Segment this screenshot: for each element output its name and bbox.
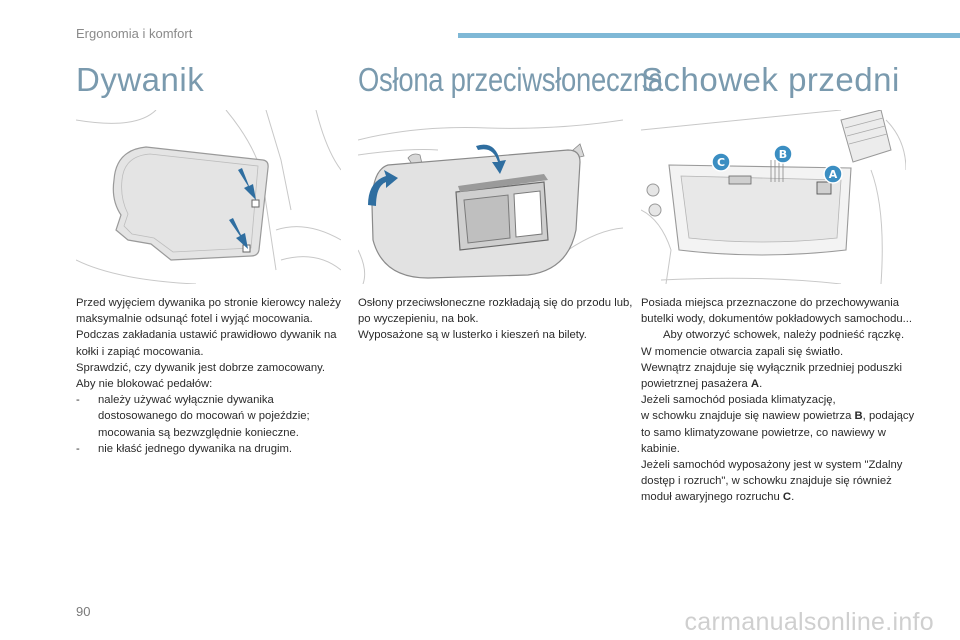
- text-span: , podający to samo klimatyzowane powietrze, co nawiewy w kabinie.: [641, 410, 915, 455]
- glovebox-text: [641, 295, 916, 506]
- dash-bullet: -: [76, 442, 80, 455]
- callout-a: A: [828, 168, 838, 181]
- paragraph: [641, 408, 916, 457]
- list-item-text: nie kłaść jednego dywanika na drugim.: [98, 442, 293, 455]
- sun-visor-illustration: [358, 110, 623, 284]
- floor-mat-text: [76, 295, 351, 457]
- label-a-ref: A: [750, 378, 760, 391]
- floor-mat-drawing: [76, 110, 341, 284]
- list-item: [76, 392, 351, 441]
- paragraph: [641, 457, 916, 506]
- text-span: .: [759, 378, 763, 391]
- section-floor-mat: [76, 60, 346, 455]
- glovebox-drawing: [641, 110, 906, 284]
- instruction-item: [641, 327, 916, 343]
- section-header: Ergonomia i komfort: [76, 26, 193, 41]
- paragraph: Wyposażone są w lusterko i kieszeń na bilety.: [358, 329, 587, 342]
- paragraph: Podczas zakładania ustawić prawidłowo dywanik na kołki i zapiąć mocowania.: [76, 329, 337, 358]
- page-number: 90: [76, 604, 91, 619]
- floor-mat-illustration: [76, 110, 341, 284]
- text-span: Wewnątrz znajduje się wyłącznik przedniej poduszki powietrznej pasażera: [641, 361, 902, 391]
- section-glovebox: [641, 60, 915, 504]
- floor-mat-title: Dywanik: [76, 61, 205, 98]
- paragraph: Sprawdzić, czy dywanik jest dobrze zamocowany.: [76, 361, 326, 374]
- header-bar: [458, 33, 960, 38]
- list-item-text: należy używać wyłącznie dywanika dostosowanego do mocowań w pojeździe; mocowania są bezwzględnie konieczne.: [98, 394, 310, 439]
- paragraph: [641, 360, 916, 392]
- glovebox-illustration: [641, 110, 906, 284]
- dash-bullet: -: [76, 394, 80, 407]
- text-span: Jeżeli samochód wyposażony jest w system "Zdalny dostęp i rozruch", w schowku znajduje się również moduł awaryjnego rozruchu: [641, 459, 903, 504]
- paragraph: Osłony przeciwsłoneczne rozkładają się do przodu lub, po wyczepieniu, na bok.: [358, 297, 633, 326]
- text-span: w schowku znajduje się nawiew powietrza: [641, 410, 855, 423]
- sun-visor-drawing: [358, 110, 623, 284]
- label-c-ref: C: [782, 491, 792, 504]
- section-sun-visor: [358, 60, 663, 342]
- label-b-ref: B: [854, 410, 863, 423]
- sun-visor-text: [358, 295, 633, 344]
- list-item: [76, 441, 351, 457]
- paragraph: Jeżeli samochód posiada klimatyzację,: [641, 394, 836, 407]
- text-span: .: [791, 491, 795, 504]
- paragraph: Posiada miejsca przeznaczone do przechowywania butelki wody, dokumentów pokładowych samochodu...: [641, 297, 913, 326]
- sun-visor-title: Osłona przeciwsłoneczna: [358, 61, 663, 98]
- instruction-text: Aby otworzyć schowek, należy podnieść rączkę.: [663, 329, 905, 342]
- paragraph: Aby nie blokować pedałów:: [76, 378, 213, 391]
- callout-c: C: [716, 156, 726, 169]
- callout-b: B: [778, 148, 788, 161]
- paragraph: Przed wyjęciem dywanika po stronie kierowcy należy maksymalnie odsunąć fotel i wyjąć mocowania.: [76, 297, 341, 326]
- glovebox-title: Schowek przedni: [641, 61, 900, 98]
- watermark: carmanualsonline.info: [684, 608, 934, 636]
- paragraph: W momencie otwarcia zapali się światło.: [641, 345, 844, 358]
